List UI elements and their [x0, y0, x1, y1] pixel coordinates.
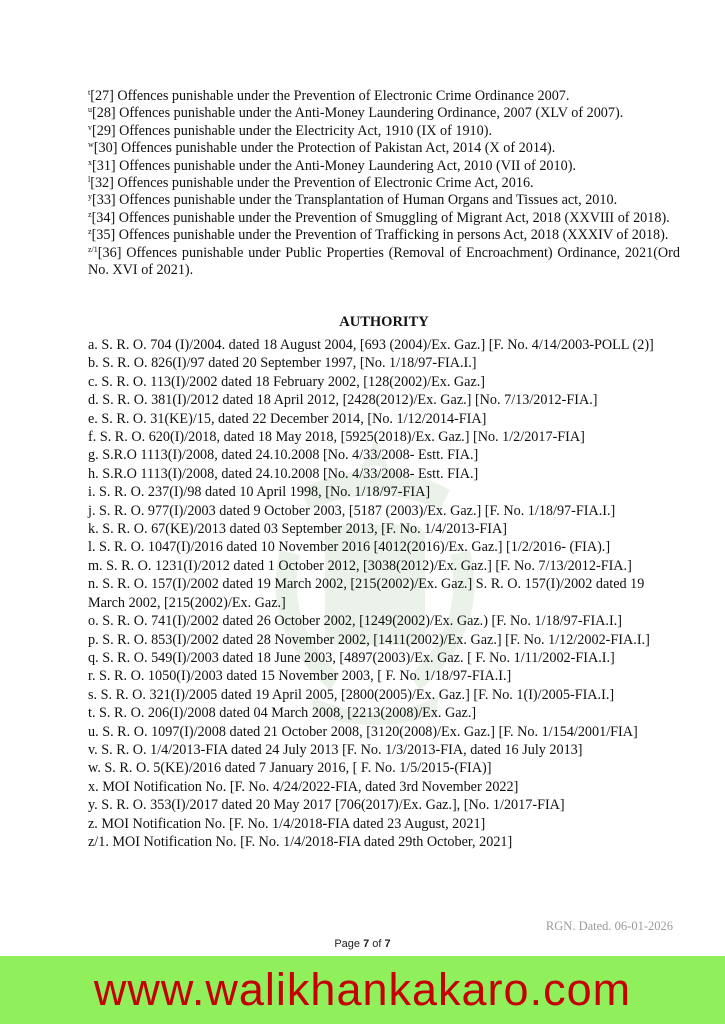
authority-item: c. S. R. O. 113(I)/2002 dated 18 February 2002, [128(2002)/Ex. Gaz.] — [88, 373, 486, 390]
offence-text: [28] Offences punishable under the Anti-Money Laundering Ordinance, 2007 (XLV of 2007). — [92, 105, 624, 122]
offence-item — [88, 192, 680, 209]
authority-item: b. S. R. O. 826(I)/97 dated 20 September 1997, [No. 1/18/97-FIA.I.] — [88, 355, 477, 372]
offence-text: [35] Offences punishable under the Prevention of Trafficking in persons Act, 2018 (XXXIV of 2018). — [91, 227, 669, 244]
authority-item: e. S. R. O. 31(KE)/15, dated 22 December 2014, [No. 1/12/2014-FIA] — [88, 410, 487, 427]
authority-item: a. S. R. O. 704 (I)/2004. dated 18 August 2004, [693 (2004)/Ex. Gaz.] [F. No. 4/14/2003-POLL (2)] — [88, 337, 654, 353]
authority-item: f. S. R. O. 620(I)/2018, dated 18 May 2018, [5925(2018)/Ex. Gaz.] [No. 1/2/2017-FIA] — [88, 429, 585, 446]
footnote-marker: z/1 — [88, 244, 98, 254]
page-of: of — [369, 938, 385, 950]
authority-heading: AUTHORITY — [339, 314, 429, 330]
website-url[interactable]: www.walikhankakaro.com — [93, 964, 632, 1015]
footnote-marker: x — [88, 157, 92, 167]
footnote-marker: u — [88, 105, 92, 115]
page-number — [0, 938, 725, 950]
page-prefix: Page — [334, 938, 364, 950]
offence-text: [34] Offences punishable under the Prevention of Smuggling of Migrant Act, 2018 (XXVIII of 2018). — [91, 209, 670, 226]
authority-item: w. S. R. O. 5(KE)/2016 dated 7 January 2016, [ F. No. 1/5/2015-(FIA)] — [88, 760, 492, 777]
authority-item: p. S. R. O. 853(I)/2002 dated 28 November 2002, [1411(2002)/Ex. Gaz.] [F. No. 1/12/2002-FIA.I.] — [88, 631, 650, 648]
offence-text: [31] Offences punishable under the Anti-Money Laundering Act, 2010 (VII of 2010). — [92, 157, 576, 174]
authority-item: l. S. R. O. 1047(I)/2016 dated 10 November 2016 [4012(2016)/Ex. Gaz.] [1/2/2016- (FIA).] — [88, 539, 611, 556]
authority-list — [88, 336, 680, 851]
authority-item: h. S.R.O 1113(I)/2008, dated 24.10.2008 [No. 4/33/2008- Estt. FIA.] — [88, 465, 479, 482]
footnote-marker: v — [88, 122, 92, 132]
authority-item: t. S. R. O. 206(I)/2008 dated 04 March 2008, [2213(2008)/Ex. Gaz.] — [88, 705, 477, 722]
authority-item: r. S. R. O. 1050(I)/2003 dated 15 November 2003, [ F. No. 1/18/97-FIA.I.] — [88, 668, 512, 685]
offence-item — [88, 158, 680, 175]
footnote-marker: t — [88, 88, 91, 97]
footnote-marker: z — [88, 227, 92, 237]
registration-date: RGN. Dated. 06-01-2026 — [545, 919, 673, 933]
offence-item — [88, 88, 680, 105]
footnote-marker: y — [88, 192, 92, 202]
authority-item: z. MOI Notification No. [F. No. 1/4/2018-FIA dated 23 August, 2021] — [88, 815, 486, 832]
authority-item: i. S. R. O. 237(I)/98 dated 10 April 1998, [No. 1/18/97-FIA] — [88, 484, 431, 501]
footnote-marker: w — [88, 140, 94, 150]
authority-item: m. S. R. O. 1231(I)/2012 dated 1 October 2012, [3038(2012)/Ex. Gaz.] [F. No. 7/13/2012-FIA.] — [88, 557, 632, 574]
offences-list — [88, 88, 680, 279]
authority-item: j. S. R. O. 977(I)/2003 dated 9 October 2003, [5187 (2003)/Ex. Gaz.] [F. No. 1/18/97-FIA.I.] — [88, 502, 616, 519]
authority-item: q. S. R. O. 549(I)/2003 dated 18 June 2003, [4897(2003)/Ex. Gaz. [ F. No. 1/11/2002-FIA.I.] — [88, 649, 615, 666]
offence-item — [88, 175, 680, 192]
authority-item: s. S. R. O. 321(I)/2005 dated 19 April 2005, [2800(2005)/Ex. Gaz.] [F. No. 1(I)/2005-FIA.I.] — [88, 686, 615, 703]
authority-item: y. S. R. O. 353(I)/2017 dated 20 May 2017 [706(2017)/Ex. Gaz.], [No. 1/2017-FIA] — [88, 797, 565, 814]
offence-item — [88, 227, 680, 244]
offence-text: [30] Offences punishable under the Protection of Pakistan Act, 2014 (X of 2014). — [93, 140, 556, 157]
offence-text: [29] Offences punishable under the Electricity Act, 1910 (IX of 1910). — [92, 122, 493, 139]
offence-item — [88, 105, 680, 122]
offence-text: [36] Offences punishable under Public Properties (Removal of Encroachment) Ordinance, 2021(Ord No. XVI of 2021). — [88, 244, 680, 279]
authority-item: d. S. R. O. 381(I)/2012 dated 18 April 2012, [2428(2012)/Ex. Gaz.] [No. 7/13/2012-FIA.] — [88, 392, 598, 409]
offence-item — [88, 123, 680, 140]
offence-text: [27] Offences punishable under the Prevention of Electronic Crime Ordinance 2007. — [90, 88, 570, 104]
authority-item: v. S. R. O. 1/4/2013-FIA dated 24 July 2013 [F. No. 1/3/2013-FIA, dated 16 July 2013] — [88, 741, 583, 758]
authority-item: x. MOI Notification No. [F. No. 4/24/2022-FIA, dated 3rd November 2022] — [88, 778, 519, 795]
authority-item: u. S. R. O. 1097(I)/2008 dated 21 October 2008, [3120(2008)/Ex. Gaz.] [F. No. 1/154/2001/FIA] — [88, 723, 638, 740]
offence-item — [88, 140, 680, 157]
footnote-marker: l — [88, 175, 91, 185]
authority-item: k. S. R. O. 67(KE)/2013 dated 03 September 2013, [F. No. 1/4/2013-FIA] — [88, 521, 507, 538]
footnote-marker: z — [88, 209, 92, 219]
page-total: 7 — [384, 938, 391, 950]
offence-item — [88, 245, 680, 280]
page-current: 7 — [363, 938, 370, 950]
offence-item — [88, 210, 680, 227]
authority-item: o. S. R. O. 741(I)/2002 dated 26 October 2002, [1249(2002)/Ex. Gaz.) [F. No. 1/18/97-FIA.I.] — [88, 613, 622, 630]
authority-item: z/1. MOI Notification No. [F. No. 1/4/2018-FIA dated 29th October, 2021] — [88, 833, 513, 850]
offence-text: [32] Offences punishable under the Prevention of Electronic Crime Act, 2016. — [90, 175, 534, 192]
offence-text: [33] Offences punishable under the Transplantation of Human Organs and Tissues act, 2010. — [92, 192, 618, 209]
authority-item: g. S.R.O 1113(I)/2008, dated 24.10.2008 [No. 4/33/2008- Estt. FIA.] — [88, 447, 479, 464]
website-banner — [0, 956, 725, 1024]
authority-item: n. S. R. O. 157(I)/2002 dated 19 March 2002, [215(2002)/Ex. Gaz.] S. R. O. 157(I)/2002 dated 19 March 2002, [215(2002)/Ex. Gaz.] — [88, 576, 645, 611]
